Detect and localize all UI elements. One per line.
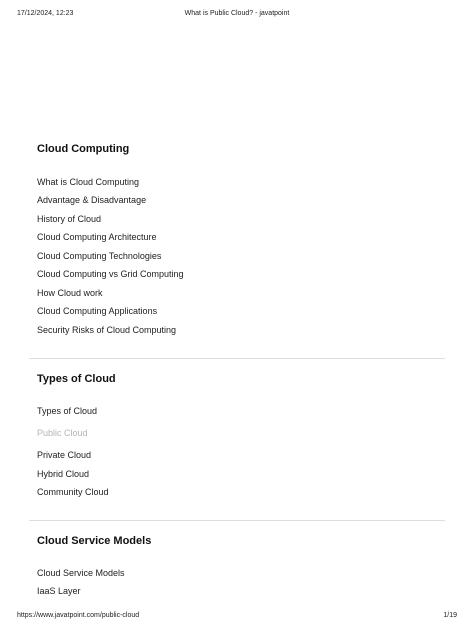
print-header [17,10,457,20]
section-divider [29,520,445,521]
print-page-title: What is Public Cloud? - javatpoint [184,10,290,17]
menu-item-advantage-disadvantage[interactable]: Advantage & Disadvantage [37,195,147,205]
print-url: https://www.javatpoint.com/public-cloud [17,612,140,619]
section-title: Cloud Service Models [37,535,152,547]
menu-item-cloud-vs-grid-computing[interactable]: Cloud Computing vs Grid Computing [37,269,184,279]
section-divider [29,358,445,359]
menu-item-how-cloud-work[interactable]: How Cloud work [37,288,103,298]
menu-item-community-cloud[interactable]: Community Cloud [37,487,109,497]
menu-item-what-is-cloud-computing[interactable]: What is Cloud Computing [37,177,140,187]
print-footer [17,612,457,622]
section-title: Cloud Computing [37,143,130,155]
section-cloud-computing [29,143,445,359]
menu-item-cloud-computing-technologies[interactable]: Cloud Computing Technologies [37,251,162,261]
menu-item-private-cloud[interactable]: Private Cloud [37,450,92,460]
menu-item-iaas-layer[interactable]: IaaS Layer [37,586,81,596]
print-datetime: 17/12/2024, 12:23 [17,10,74,17]
print-page-number: 1/19 [443,612,457,619]
menu-item-public-cloud-active[interactable]: Public Cloud [37,428,88,438]
section-title: Types of Cloud [37,373,116,385]
menu-item-cloud-computing-architecture[interactable]: Cloud Computing Architecture [37,232,157,242]
menu-item-cloud-computing-applications[interactable]: Cloud Computing Applications [37,306,158,316]
section-types-of-cloud [29,373,445,522]
menu-item-security-risks[interactable]: Security Risks of Cloud Computing [37,325,177,335]
menu-item-cloud-service-models[interactable]: Cloud Service Models [37,568,125,578]
menu-item-history-of-cloud[interactable]: History of Cloud [37,214,102,224]
menu-item-hybrid-cloud[interactable]: Hybrid Cloud [37,469,90,479]
menu-item-types-of-cloud[interactable]: Types of Cloud [37,406,98,416]
section-cloud-service-models [29,535,445,601]
